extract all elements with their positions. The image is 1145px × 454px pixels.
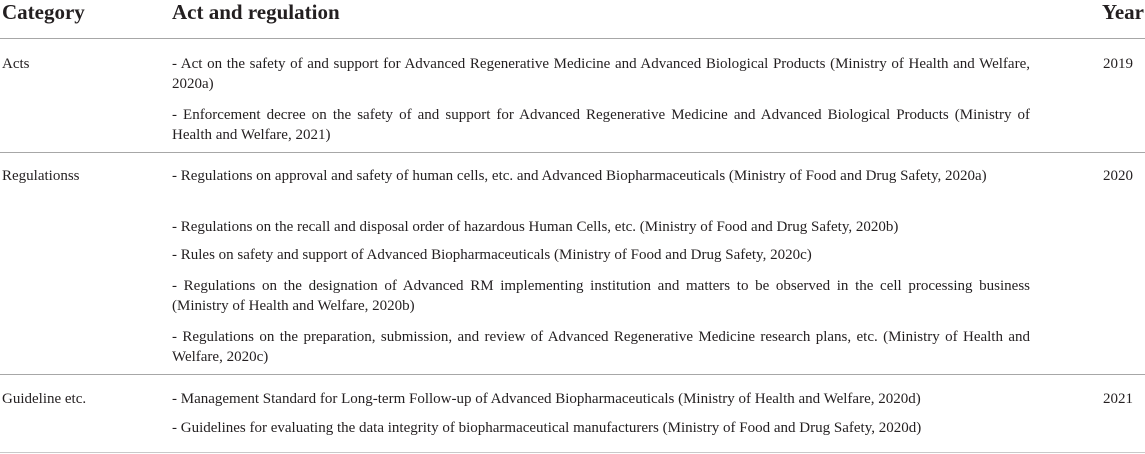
row-acts-item-2: - Enforcement decree on the safety of and support for Advanced Regenerative Medicine and Advanced Biological Products (Ministry of Health and Welfare, 2021) xyxy=(172,107,1030,143)
row-acts-category: Acts xyxy=(2,56,30,72)
row-guideline-item-2: - Guidelines for evaluating the data integrity of biopharmaceutical manufacturers (Ministry of Food and Drug Safety, 2020d) xyxy=(172,420,922,436)
row-divider xyxy=(0,152,1145,153)
row-acts-year: 2019 xyxy=(1103,56,1133,72)
row-regulations-item-3: - Rules on safety and support of Advanced Biopharmaceuticals (Ministry of Food and Drug Safety, 2020c) xyxy=(172,247,812,263)
row-regulations-item-2: - Regulations on the recall and disposal order of hazardous Human Cells, etc. (Ministry of Food and Drug Safety, 2020b) xyxy=(172,219,899,235)
row-acts-item-1: - Act on the safety of and support for Advanced Regenerative Medicine and Advanced Biological Products (Ministry of Health and Welfare, 2020a) xyxy=(172,56,1030,92)
row-guideline-year: 2021 xyxy=(1103,391,1133,407)
row-regulations-item-4: - Regulations on the designation of Advanced RM implementing institution and matters to be observed in the cell processing business (Ministry of Health and Welfare, 2020b) xyxy=(172,278,1030,314)
row-guideline-item-1: - Management Standard for Long-term Follow-up of Advanced Biopharmaceuticals (Ministry of Health and Welfare, 2020d) xyxy=(172,391,921,407)
header-year: Year xyxy=(1102,0,1144,24)
table-bottom-border xyxy=(0,452,1145,453)
header-divider xyxy=(0,38,1145,39)
row-guideline-category: Guideline etc. xyxy=(2,391,87,407)
header-category: Category xyxy=(2,0,85,24)
header-act-and-regulation: Act and regulation xyxy=(172,0,340,24)
row-divider xyxy=(0,374,1145,375)
row-regulations-item-1: - Regulations on approval and safety of human cells, etc. and Advanced Biopharmaceuticals (Ministry of Food and Drug Safety, 2020a) xyxy=(172,168,987,184)
row-regulations-item-5: - Regulations on the preparation, submission, and review of Advanced Regenerative Medicine research plans, etc. (Ministry of Health and Welfare, 2020c) xyxy=(172,329,1030,365)
row-regulations-year: 2020 xyxy=(1103,168,1133,184)
row-regulations-category: Regulationss xyxy=(2,168,80,184)
